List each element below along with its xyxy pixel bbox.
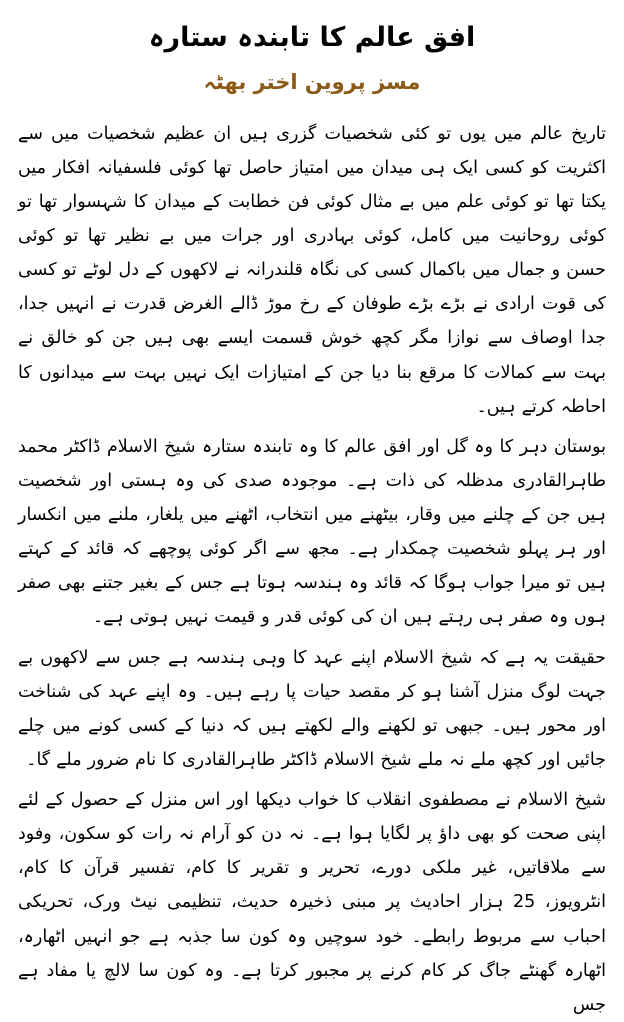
article-body (18, 117, 606, 1022)
page-title: افق عالم کا تابندہ ستارہ (148, 22, 476, 53)
paragraph-3: حقیقت یہ ہے کہ شیخ الاسلام اپنے عہد کا وہی ہندسہ ہے جس سے لاکھوں بے جہت لوگ منزل آشنا ہو کر مقصد حیات پا رہے ہیں۔ وہ اپنے عہد کی شناخت اور محور ہیں۔ جبھی تو لکھنے والے لکھتے ہیں کہ دنیا کے کسی کونے میں چلے جائیں اور کچھ ملے نہ ملے شیخ الاسلام ڈاکٹر طاہرالقادری کا نام ضرور ملے گا۔ (18, 647, 606, 770)
author-byline: مسز پروین اختر بھٹہ (203, 70, 421, 95)
paragraph-2: بوستان دہر کا وہ گل اور افق عالم کا وہ تابندہ ستارہ شیخ الاسلام ڈاکٹر محمد طاہرالقادری مدظلہ کی ذات ہے۔ موجودہ صدی کی وہ ہستی اور شخصیت ہیں جن کے چلنے میں وقار، بیٹھنے میں انتخاب، اٹھنے میں یلغار، ملنے میں انکسار اور ہر پہلو شخصیت چمکدار ہے۔ مجھ سے اگر کوئی پوچھے کہ قائد کے کہتے ہیں تو میرا جواب ہوگا کہ قائد وہ ہندسہ ہوتا ہے جس کے بغیر جتنے بھی صفر ہوں وہ صفر ہی رہتے ہیں ان کی کوئی قدر و قیمت نہیں ہوتی ہے۔ (18, 436, 606, 628)
paragraph-4: شیخ الاسلام نے مصطفوی انقلاب کا خواب دیکھا اور اس منزل کے حصول کے لئے اپنی صحت کو بھی داؤ پر لگایا ہوا ہے۔ نہ دن کو آرام نہ رات کو سکون، وفود سے ملاقاتیں، غیر ملکی دورے، تحریر و تقریر کا کام، تفسیر قرآن کا کام، انٹرویوز، 25 ہزار احادیث پر مبنی ذخیرہ حدیث، تنظیمی نیٹ ورک، تحریکی احباب سے مربوط رابطے۔ خود سوچیں وہ کون سا جذبہ ہے جو انہیں اٹھارہ، اٹھارہ گھنٹے جاگ کر کام کرنے پر مجبور کرتا ہے۔ وہ کون سا لالچ یا مفاد ہے جس (18, 790, 607, 1015)
paragraph-1: تاریخ عالم میں یوں تو کئی شخصیات گزری ہیں ان عظیم شخصیات میں سے اکثریت کو کسی ایک ہی میدان میں امتیاز حاصل تھا کوئی فلسفیانہ افکار میں یکتا تھا تو کوئی علم میں بے مثال کوئی فن خطابت کے میدان کا شہسوار تھا تو کوئی روحانیت میں کامل، کوئی بہادری اور جرات میں بے نظیر تھا تو کوئی حسن و جمال میں باکمال کسی کی نگاہ قلندرانہ نے لاکھوں کے دل لوٹے تو کسی کی قوت ارادی نے بڑے بڑے طوفان کے رخ موڑ ڈالے الغرض قدرت نے انہیں جدا، جدا اوصاف سے نوازا مگر کچھ خوش قسمت ایسے بھی ہیں جن کو خالق نے بہت سے کمالات کا مرقع بنا دیا جن کے امتیازات ایک نہیں بہت سے میدانوں کا احاطہ کرتے ہیں۔ (18, 123, 606, 417)
